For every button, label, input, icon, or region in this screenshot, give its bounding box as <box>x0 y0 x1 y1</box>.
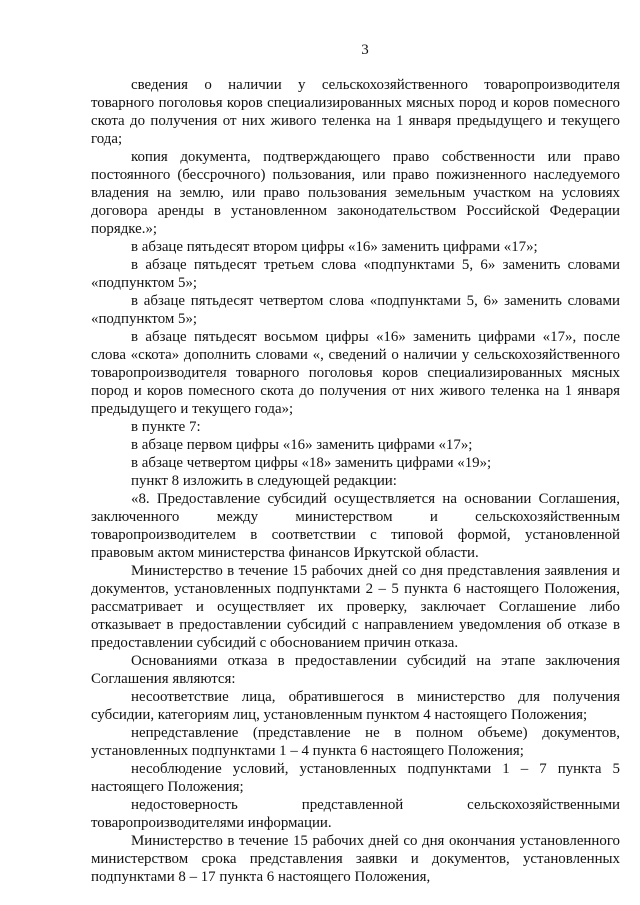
paragraph: Основаниями отказа в предоставлении субсидий на этапе заключения Соглашения являются: <box>91 653 620 687</box>
paragraph: в абзаце пятьдесят четвертом слова «подпунктами 5, 6» заменить словами «подпунктом 5»; <box>91 293 620 327</box>
paragraph: в абзаце пятьдесят втором цифры «16» заменить цифрами «17»; <box>131 239 538 255</box>
paragraph: недостоверность представленной сельскохозяйственными товаропроизводителями информации. <box>91 797 620 831</box>
paragraph: в абзаце пятьдесят третьем слова «подпунктами 5, 6» заменить словами «подпунктом 5»; <box>91 257 620 291</box>
paragraph: в абзаце четвертом цифры «18» заменить цифрами «19»; <box>131 455 492 471</box>
paragraph: копия документа, подтверждающего право собственности или право постоянного (бессрочного) пользования, или право пожизненного наследуемого владения на землю, или право пользования земельным участком на условиях договора аренды в установленном законодательством Российской Федерации порядке.»; <box>91 149 620 237</box>
paragraph: Министерство в течение 15 рабочих дней со дня окончания установленного министерством срока представления заявки и документов, установленных подпунктами 8 – 17 пункта 6 настоящего Положения, <box>91 833 620 885</box>
paragraph: «8. Предоставление субсидий осуществляется на основании Соглашения, заключенного между министерством и сельскохозяйственным товаропроизводителем в соответствии с типовой формой, установленной правовым актом министерства финансов Иркутской области. <box>91 491 620 561</box>
paragraph: несоответствие лица, обратившегося в министерство для получения субсидии, категориям лиц, установленным пунктом 4 настоящего Положения; <box>91 689 620 723</box>
document-body <box>91 76 620 886</box>
paragraph: несоблюдение условий, установленных подпунктами 1 – 7 пункта 5 настоящего Положения; <box>91 761 620 795</box>
paragraph: в абзаце пятьдесят восьмом цифры «16» заменить цифрами «17», после слова «скота» дополнить словами «, сведений о наличии у сельскохозяйственного товаропроизводителя товарного поголовья коров специализированных мясных пород и коров помесного скота до получения от них живого теленка на 1 января предыдущего и текущего года»; <box>91 329 620 417</box>
paragraph: непредставление (представление не в полном объеме) документов, установленных подпунктами 1 – 4 пункта 6 настоящего Положения; <box>91 725 620 759</box>
paragraph: сведения о наличии у сельскохозяйственного товаропроизводителя товарного поголовья коров специализированных мясных пород и коров помесного скота до получения от них живого теленка на 1 января предыдущего и текущего года; <box>91 77 620 147</box>
paragraph: в пункте 7: <box>131 419 201 435</box>
paragraph: пункт 8 изложить в следующей редакции: <box>131 473 397 489</box>
page-number: 3 <box>361 42 369 58</box>
paragraph: Министерство в течение 15 рабочих дней со дня представления заявления и документов, установленных подпунктами 2 – 5 пункта 6 настоящего Положения, рассматривает и осуществляет их проверку, заключает Соглашение либо отказывает в предоставлении субсидий с направлением уведомления об отказе в предоставлении субсидий с обоснованием причин отказа. <box>91 563 620 651</box>
paragraph: в абзаце первом цифры «16» заменить цифрами «17»; <box>131 437 473 453</box>
